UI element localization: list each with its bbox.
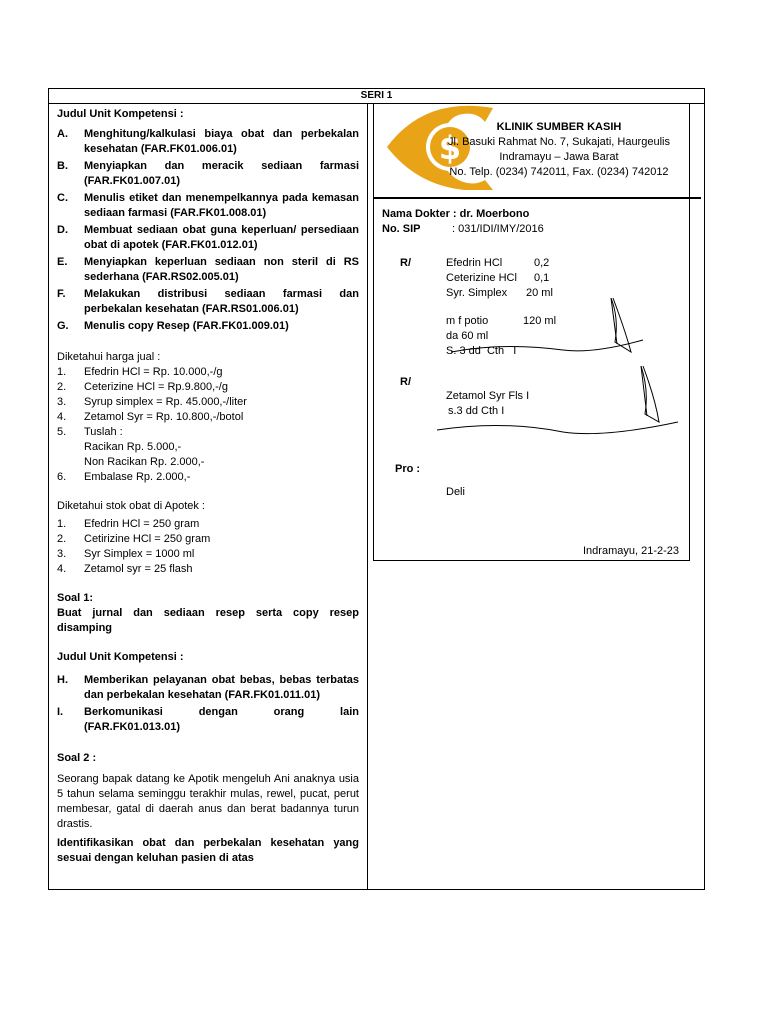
signature-strokes-icon bbox=[373, 290, 703, 450]
item-text: Berkomunikasi dengan orang lain (FAR.FK01.013.01) bbox=[84, 706, 359, 733]
item-text: Menyiapkan keperluan sediaan non steril di RS sederhana (FAR.RS02.005.01) bbox=[84, 256, 359, 283]
r2-symbol: R/ bbox=[400, 376, 411, 388]
list-item bbox=[57, 673, 359, 703]
list-item bbox=[57, 287, 359, 317]
item-letter: F. bbox=[57, 288, 66, 300]
item-number: 3. bbox=[57, 396, 67, 408]
rx-date: Indramayu, 21-2-23 bbox=[583, 545, 679, 557]
list-item bbox=[57, 547, 359, 562]
unit1-list bbox=[57, 127, 359, 334]
r2-line: Zetamol Syr Fls I bbox=[446, 390, 530, 402]
item-text: Efedrin HCl = Rp. 10.000,-/g bbox=[84, 366, 223, 378]
drug-name: Ceterizine HCl bbox=[446, 272, 517, 284]
item-text: Ceterizine HCl = Rp.9.800,-/g bbox=[84, 381, 228, 393]
item-number: 5. bbox=[57, 426, 67, 438]
item-text: Syrup simplex = Rp. 45.000,-/liter bbox=[84, 396, 247, 408]
list-item bbox=[57, 319, 359, 334]
item-text: Cetirizine HCl = 250 gram bbox=[84, 533, 211, 545]
stock-title: Diketahui stok obat di Apotek : bbox=[57, 500, 205, 512]
item-text: Menulis copy Resep (FAR.FK01.009.01) bbox=[84, 320, 289, 332]
list-item bbox=[57, 255, 359, 285]
tuslah-nonracikan: Non Racikan Rp. 2.000,- bbox=[84, 456, 205, 468]
list-item: 6. Embalase Rp. 2.000,- bbox=[57, 471, 191, 483]
r2-sig: s.3 dd Cth I bbox=[448, 405, 505, 417]
price-list bbox=[57, 365, 359, 440]
drug-qty: 0,1 bbox=[534, 272, 550, 284]
soal2-title: Soal 2 : bbox=[57, 752, 97, 764]
series-header: SERI 1 bbox=[49, 89, 704, 104]
item-text: Memberikan pelayanan obat bebas, bebas terbatas dan perbekalan kesehatan (FAR.FK01.011.01) bbox=[84, 674, 359, 701]
list-item bbox=[57, 380, 359, 395]
soal2-task: Identifikasikan obat dan perbekalan kesehatan yang sesuai dengan keluhan pasien di atas bbox=[57, 837, 359, 864]
clinic-phone: No. Telp. (0234) 742011, Fax. (0234) 742012 bbox=[449, 166, 669, 178]
clinic-header bbox=[434, 120, 684, 180]
item-number: 1. bbox=[57, 366, 67, 378]
unit2-list bbox=[57, 673, 359, 735]
item-text: Melakukan distribusi sediaan farmasi dan perbekalan kesehatan (FAR.RS01.006.01) bbox=[84, 288, 359, 315]
list-item bbox=[57, 425, 359, 440]
clinic-name: KLINIK SUMBER KASIH bbox=[496, 121, 622, 133]
item-text: Tuslah : bbox=[84, 426, 123, 438]
item-letter: H. bbox=[57, 674, 68, 686]
stock-list bbox=[57, 517, 359, 577]
list-item bbox=[57, 705, 359, 735]
list-item bbox=[57, 365, 359, 380]
left-column bbox=[57, 107, 359, 866]
list-item bbox=[57, 127, 359, 157]
svg-text:$: $ bbox=[438, 129, 462, 167]
item-letter: C. bbox=[57, 192, 68, 204]
r1-sig: S. 3 dd Cth I bbox=[446, 345, 517, 357]
price-title: Diketahui harga jual : bbox=[57, 351, 161, 363]
drug-name: Efedrin HCl bbox=[446, 257, 503, 269]
list-item bbox=[57, 562, 359, 577]
doctor-name: Nama Dokter : dr. Moerbono bbox=[382, 208, 530, 220]
item-number: 3. bbox=[57, 548, 67, 560]
item-letter: G. bbox=[57, 320, 69, 332]
soal2-text: Seorang bapak datang ke Apotik mengeluh Ani anaknya usia 5 tahun selama seminggu terakhir mulas, rewel, pucat, perut membesar, gatal di daerah anus dan berat badannya turun drastis. bbox=[57, 773, 359, 830]
list-item bbox=[57, 532, 359, 547]
item-text: Zetamol syr = 25 flash bbox=[84, 563, 193, 575]
clinic-city: Indramayu – Jawa Barat bbox=[499, 151, 619, 163]
clinic-address: Jl. Basuki Rahmat No. 7, Sukajati, Haurgeulis bbox=[448, 136, 670, 148]
unit2-title: Judul Unit Kompetensi : bbox=[57, 651, 184, 663]
r1-line bbox=[446, 271, 586, 286]
list-item bbox=[57, 191, 359, 221]
pro-value: Deli bbox=[446, 486, 465, 498]
list-item bbox=[57, 395, 359, 410]
r1-mf: m f potio bbox=[446, 315, 489, 327]
item-number: 2. bbox=[57, 381, 67, 393]
item-text: Syr Simplex = 1000 ml bbox=[84, 548, 195, 560]
list-item bbox=[57, 159, 359, 189]
drug-qty: 0,2 bbox=[534, 257, 550, 269]
item-number: 2. bbox=[57, 533, 67, 545]
drug-name: Syr. Simplex bbox=[446, 287, 508, 299]
item-letter: B. bbox=[57, 160, 68, 172]
item-letter: A. bbox=[57, 128, 68, 140]
item-text: Zetamol Syr = Rp. 10.800,-/botol bbox=[84, 411, 244, 423]
item-number: 4. bbox=[57, 411, 67, 423]
item-letter: D. bbox=[57, 224, 68, 236]
column-divider bbox=[367, 104, 368, 889]
item-letter: I. bbox=[57, 706, 64, 718]
unit1-title: Judul Unit Kompetensi : bbox=[57, 108, 184, 120]
soal1-text: Buat jurnal dan sediaan resep serta copy resep disamping bbox=[57, 607, 359, 634]
r1-symbol: R/ bbox=[400, 257, 411, 269]
price-list-6 bbox=[57, 470, 359, 485]
item-text: Membuat sediaan obat guna keperluan/ persediaan obat di apotek (FAR.FK01.012.01) bbox=[84, 224, 359, 251]
r1-line bbox=[446, 256, 586, 271]
sip-label: No. SIP bbox=[382, 223, 421, 235]
tuslah-racikan: Racikan Rp. 5.000,- bbox=[84, 441, 182, 453]
item-number: 1. bbox=[57, 518, 67, 530]
list-item bbox=[57, 410, 359, 425]
pro-label: Pro : bbox=[395, 463, 421, 475]
item-text: Menulis etiket dan menempelkannya pada kemasan sediaan farmasi (FAR.FK01.008.01) bbox=[84, 192, 359, 219]
item-text: Efedrin HCl = 250 gram bbox=[84, 518, 200, 530]
r1-mf-qty: 120 ml bbox=[523, 315, 557, 327]
header-divider bbox=[374, 197, 701, 199]
r1-da: da 60 ml bbox=[446, 330, 489, 342]
item-text: Menyiapkan dan meracik sediaan farmasi (FAR.FK01.007.01) bbox=[84, 160, 359, 187]
item-text: Menghitung/kalkulasi biaya obat dan perbekalan kesehatan (FAR.FK01.006.01) bbox=[84, 128, 359, 155]
soal1-title: Soal 1: bbox=[57, 592, 94, 604]
item-number: 4. bbox=[57, 563, 67, 575]
list-item bbox=[57, 223, 359, 253]
item-letter: E. bbox=[57, 256, 68, 268]
drug-qty: 20 ml bbox=[526, 287, 553, 299]
sip-value: : 031/IDI/IMY/2016 bbox=[452, 223, 544, 235]
list-item bbox=[57, 517, 359, 532]
